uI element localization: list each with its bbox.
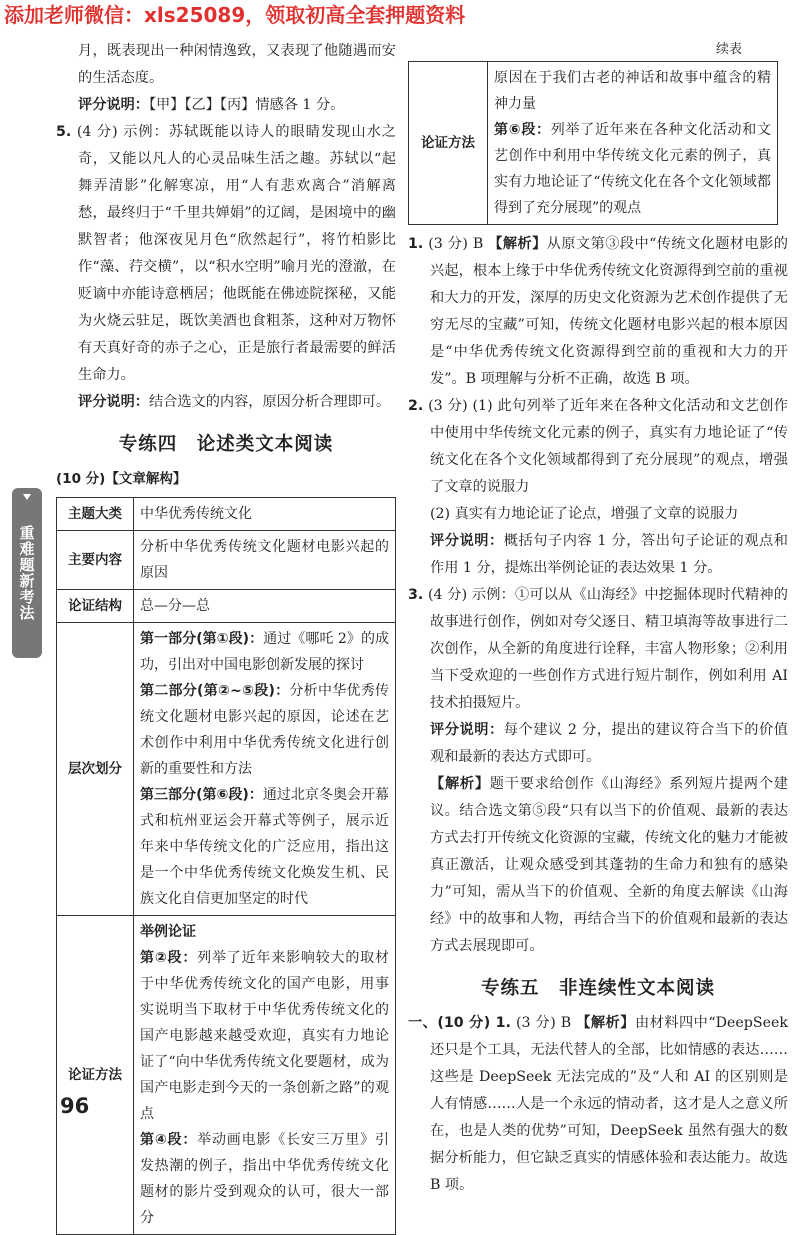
table-key: 主题大类 [57,498,134,531]
question-5-score-label: 评分说明： [78,394,149,410]
part-1-text: 通过《哪吒 2》的成功，引出对中国电影创新发展的探讨 [140,631,389,673]
question-1-score: (3 分) B [428,236,484,252]
article-structure-table [56,497,396,1235]
table-row [57,531,396,590]
section-5-question-1 [408,1010,788,1199]
method-paragraph-4-label: 第④段： [140,1132,198,1148]
section-4-title: 专练四 论述类文本阅读 [118,434,334,455]
page-number: 96 [60,1094,90,1118]
question-3-score-label: 评分说明： [430,722,504,738]
table-row [57,916,396,1235]
question-1 [408,231,788,393]
table-continued-label: 续表 [715,42,742,57]
question-3-number: 3. [408,587,424,603]
table-key: 论证方法 [409,62,488,225]
table-key: 论证方法 [57,916,134,1235]
method-paragraph-4 [140,1127,389,1231]
question-5-score-text: 结合选文的内容，原因分析合理即可。 [148,394,391,410]
table-value [488,62,778,225]
table-key: 主要内容 [57,531,134,590]
question-3-text: (4 分) 示例：①可以从《山海经》中挖掘体现时代精神的故事进行创作，例如对夸父逐日、精卫填海等故事进行二次创作，从全新的角度进行诠释，丰富人物形象；②利用当下受欢迎的一些创作方式进行短片制作，例如利用 AI 技术拍摄短片。 [427,587,788,711]
method-paragraph-2-label: 第②段： [140,950,198,966]
left-column [56,38,396,1235]
part-1 [140,626,389,678]
table-key: 论证结构 [57,590,134,623]
method-paragraph-6-text: 列举了近年来在各种文化活动和文艺创作中利用中华传统文化元素的例子，真实有力地论证了“传统文化在各个文化领域都得到了充分展现”的观点 [494,122,772,216]
table-row [409,62,778,225]
part-1-label: 第一部分(第①段)： [140,631,264,647]
question-3-score-text: 每个建议 2 分，提出的建议符合当下的价值观和最新的表达方式即可。 [430,722,788,765]
table-key: 层次划分 [57,623,134,916]
section-5-prefix: 一、(10 分) 1. [408,1015,511,1031]
section-5-title: 专练五 非连续性文本阅读 [480,978,715,999]
question-3 [408,582,788,717]
question-2-part-2: (2) 真实有力地论证了论点，增强了文章的说服力 [430,506,739,522]
score-note [56,92,396,119]
right-column [408,38,788,1199]
question-2 [408,393,788,501]
table-value: 总—分—总 [134,590,396,623]
continued-answer-text: 月，既表现出一种闲情逸致，又表现了他随遇而安的生活态度。 [78,43,396,86]
question-2-score-label: 评分说明： [430,533,504,549]
table-row [57,623,396,916]
question-3-score-note [408,717,788,771]
continued-table [408,61,778,225]
method-paragraph-2 [140,945,389,1127]
part-2 [140,678,389,782]
part-2-label: 第二部分(第②~⑤段)： [140,683,290,699]
score-note-label: 评分说明： [78,97,149,113]
question-3-analysis-text: 题干要求给创作《山海经》系列短片提两个建议。结合选文第⑤段“只有以当下的价值观、最新的表达方式去打开传统文化资源的宝藏，传统文化的魅力才能被真正激活，让观众感受到其蓬勃的生命力和独有的感染力”可知，需从当下的价值观、全新的角度去解读《山海经》中的故事和人物，再结合当下的价值观和最新的表达方式去展现即可。 [430,776,788,954]
continued-text: 原因在于我们古老的神话和故事中蕴含的精神力量 [494,70,771,112]
table-value: 分析中华优秀传统文化题材电影兴起的原因 [134,531,396,590]
question-1-text: 从原文第③段中“传统文化题材电影的兴起，根本上缘于中华优秀传统文化资源得到空前的重视和大力的开发，深厚的历史文化资源为艺术创作提供了无穷无尽的宝藏”可知，传统文化题材电影兴起的根本原因是“中华优秀传统文化资源得到空前的重视和大力的开发”。B 项理解与分析不正确，故选 B 项。 [430,236,788,387]
method-paragraph-6 [494,117,771,221]
method-paragraph-4-text: 举动画电影《长安三万里》引发热潮的例子，指出中华优秀传统文化题材的影片受到观众的认可，很大一部分 [140,1132,389,1226]
question-2-text: (3 分) (1) 此句列举了近年来在各种文化活动和文艺创作中使用中华传统文化元素的例子，真实有力地论证了“传统文化在各个文化领域都得到了充分展现”的观点，增强了文章的说服力 [428,398,788,495]
question-2-number: 2. [408,398,424,414]
section-5-text: 由材料四中“DeepSeek 还只是个工具，无法代替人的全部，比如情感的表达……这些是 DeepSeek 无法完成的”及“人和 AI 的区别则是人有情感……人是一个永远的情动者，这才是人之意义所在，也是人类的优势”可知，DeepSeek 虽然有强大的数据分析能力，但它缺乏真实的情感体验和表达能力。故选 B 项。 [430,1015,788,1193]
question-2-score-note [408,528,788,582]
table-row [57,498,396,531]
question-3-analysis-label: 【解析】 [430,776,490,792]
question-1-analysis-label: 【解析】 [488,236,547,252]
question-5-score-note [56,389,396,416]
method-paragraph-2-text: 列举了近年来影响较大的取材于中华优秀传统文化的国产电影，用事实说明当下取材于中华优秀传统文化的国产电影越来越受欢迎，真实有力地论证了“向中华优秀传统文化要题材，成为国产电影走到今天的一条创新之路”的观点 [140,950,389,1122]
table-row [57,590,396,623]
question-5-number: 5. [56,124,72,140]
part-3 [140,782,389,912]
analysis-intro: (10 分)【文章解构】 [56,471,187,487]
side-section-tab: 重难题新考法 [12,488,42,658]
question-5-text: (4 分) 示例：苏轼既能以诗人的眼睛发现山水之奇，又能以凡人的心灵品味生活之趣。苏轼以“起舞弄清影”化解寒凉，用“人有悲欢离合”消解离愁，最终归于“千里共婵娟”的辽阔，是困境中的幽默智者；他深夜见月色“欣然起行”，将竹柏影比作“藻、荇交横”，以“积水空明”喻月光的澄澈，在贬谪中亦能诗意栖居；他既能在佛迹院探秘，又能为火烧云驻足，既饮美酒也食粗茶，这种对万物怀有天真好奇的赤子之心，正是旅行者最需要的鲜活生命力。 [76,124,396,383]
question-3-analysis [408,771,788,960]
question-2-score-text: 概括句子内容 1 分，答出句子论证的观点和作用 1 分，提炼出举例论证的表达效果 1 分。 [430,533,788,576]
table-value [134,623,396,916]
promo-banner: 添加老师微信：xls25089，领取初高全套押题资料 [4,3,466,27]
section-5-score: (3 分) B [515,1015,572,1031]
question-5 [56,119,396,389]
method-paragraph-6-label: 第⑥段： [494,122,551,138]
part-2-text: 分析中华优秀传统文化题材电影兴起的原因，论述在艺术创作中利用中华优秀传统文化进行创新的重要性和方法 [140,683,390,777]
part-3-label: 第三部分(第⑥段)： [140,787,263,803]
section-5-analysis-label: 【解析】 [576,1015,635,1031]
part-3-text: 通过北京冬奥会开幕式和杭州亚运会开幕式等例子，展示近年来中华传统文化的广泛应用，指出这是一个中华优秀传统文化焕发生机、民族文化自信更加坚定的时代 [140,787,389,907]
score-note-text: 【甲】【乙】【丙】情感各 1 分。 [148,97,345,113]
table-value: 中华优秀传统文化 [134,498,396,531]
method-heading: 举例论证 [140,924,196,940]
question-1-number: 1. [408,236,424,252]
table-value [134,916,396,1235]
